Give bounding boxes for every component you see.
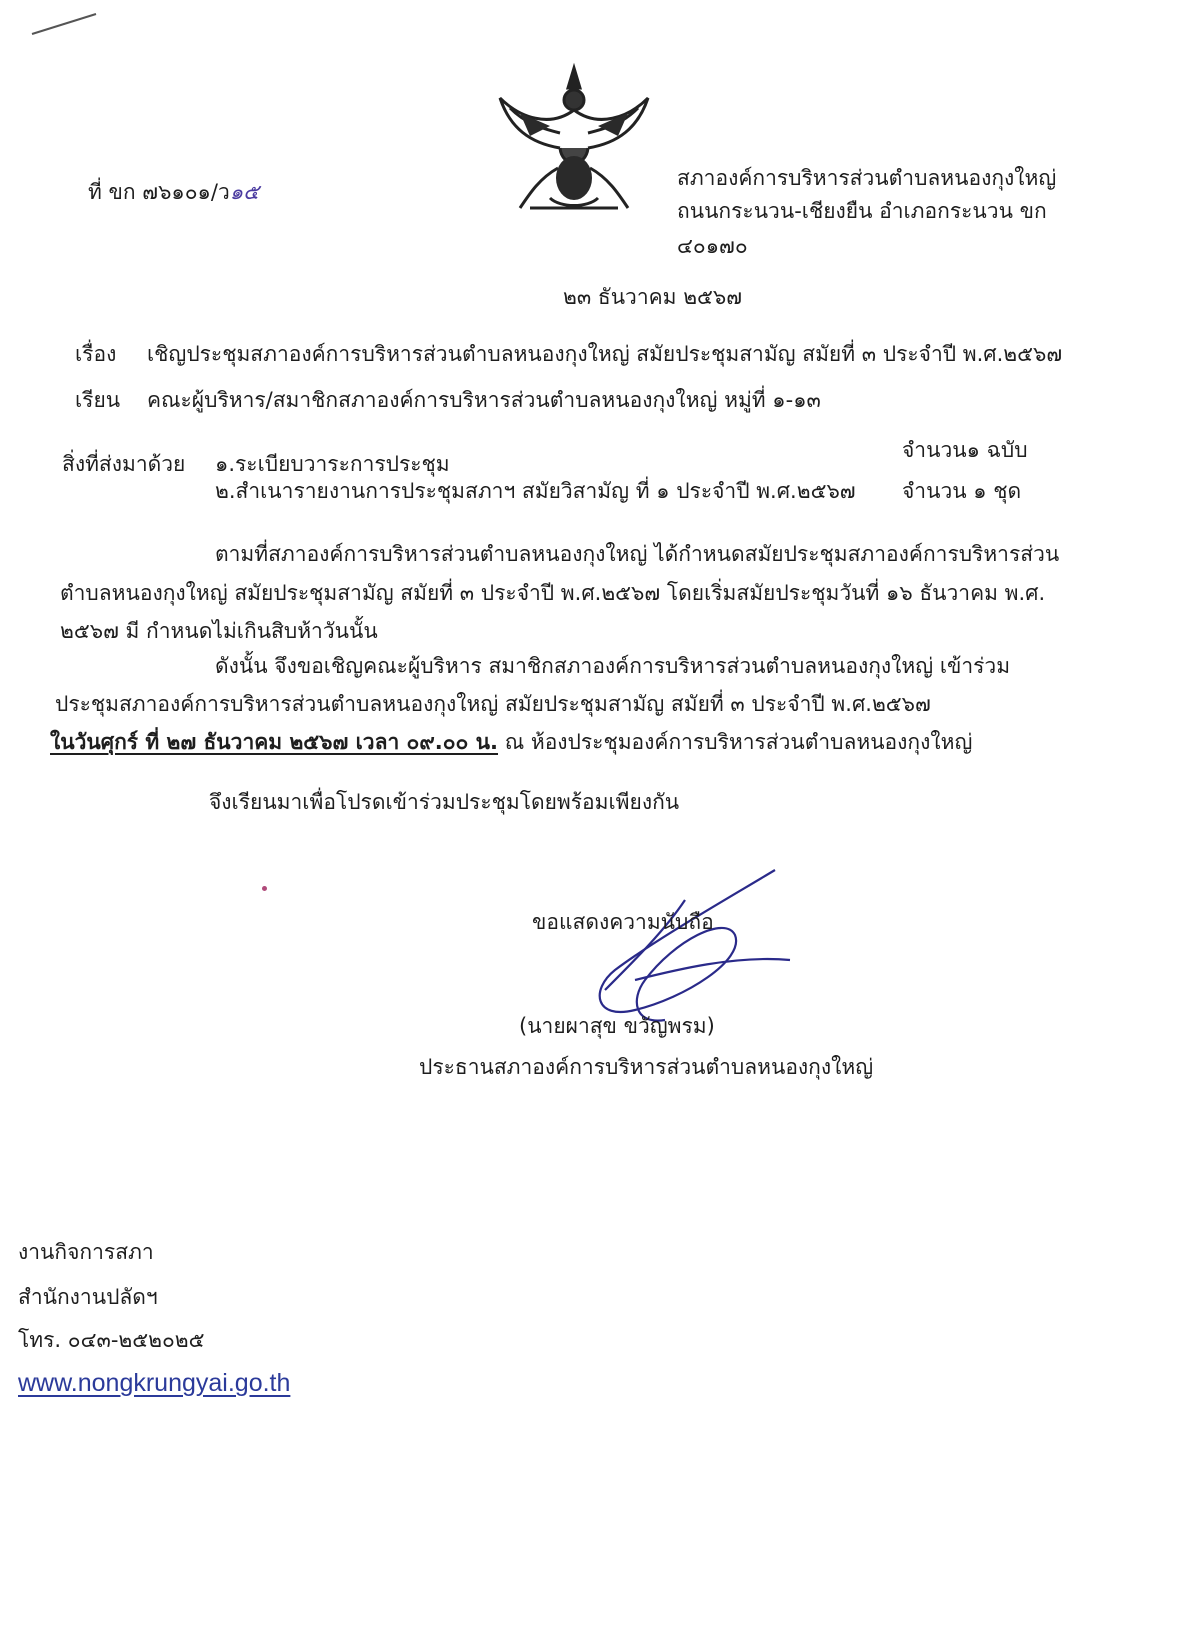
- letter-date: ๒๓ ธันวาคม ๒๕๖๗: [563, 285, 743, 309]
- subject-label: เรื่อง: [75, 342, 117, 366]
- body-para1-line1: ตามที่สภาองค์การบริหารส่วนตำบลหนองกุงใหญ่ ได้กำหนดสมัยประชุมสภาองค์การบริหารส่วน: [215, 542, 1060, 566]
- recipient-text: คณะผู้บริหาร/สมาชิกสภาองค์การบริหารส่วนตำบลหนองกุงใหญ่ หมู่ที่ ๑-๑๓: [147, 388, 821, 412]
- meeting-datetime: ในวันศุกร์ ที่ ๒๗ ธันวาคม ๒๕๖๗ เวลา ๐๙.๐๐ น.: [50, 730, 499, 754]
- enclosure-qty-2: จำนวน ๑ ชุด: [902, 479, 1022, 503]
- reference-number: [88, 178, 259, 206]
- pen-stroke-mark: [30, 8, 100, 38]
- enclosure-item-1: ๑.ระเบียบวาระการประชุม: [215, 452, 450, 476]
- org-name: สภาองค์การบริหารส่วนตำบลหนองกุงใหญ่: [677, 166, 1057, 190]
- signature-closing: ขอแสดงความนับถือ: [532, 910, 714, 934]
- body-para1-line3: ๒๕๖๗ มี กำหนดไม่เกินสิบห้าวันนั้น: [60, 619, 378, 643]
- org-postcode: ๔๐๑๗๐: [677, 234, 748, 258]
- signatory-name: (นายผาสุข ขวัญพรม): [519, 1014, 715, 1038]
- enclosure-item-2: ๒.สำเนารายงานการประชุมสภาฯ สมัยวิสามัญ ที่ ๑ ประจำปี พ.ศ.๒๕๖๗: [215, 479, 856, 503]
- subject-text: เชิญประชุมสภาองค์การบริหารส่วนตำบลหนองกุงใหญ่ สมัยประชุมสามัญ สมัยที่ ๓ ประจำปี พ.ศ.๒๕๖๗: [147, 342, 1063, 366]
- body-para2-line3: [50, 728, 972, 756]
- reference-label: ที่: [88, 180, 102, 204]
- closing-request: จึงเรียนมาเพื่อโปรดเข้าร่วมประชุมโดยพร้อมเพียงกัน: [209, 790, 680, 814]
- body-para2-line1: ดังนั้น จึงขอเชิญคณะผู้บริหาร สมาชิกสภาองค์การบริหารส่วนตำบลหนองกุงใหญ่ เข้าร่วม: [215, 654, 1011, 678]
- footer-website-link[interactable]: www.nongkrungyai.go.th: [18, 1369, 291, 1397]
- reference-code: ขก ๗๖๑๐๑/ว: [108, 180, 230, 204]
- footer-department: งานกิจการสภา: [18, 1240, 154, 1264]
- signatory-position: ประธานสภาองค์การบริหารส่วนตำบลหนองกุงใหญ่: [419, 1055, 874, 1079]
- enclosure-label: สิ่งที่ส่งมาด้วย: [62, 452, 186, 476]
- footer-phone: โทร. ๐๔๓-๒๕๒๐๒๕: [18, 1328, 205, 1352]
- ink-dot: [262, 886, 267, 891]
- recipient-label: เรียน: [75, 388, 121, 412]
- body-para1-line2: ตำบลหนองกุงใหญ่ สมัยประชุมสามัญ สมัยที่ ๓ ประจำปี พ.ศ.๒๕๖๗ โดยเริ่มสมัยประชุมวันที่ ๑๖ ธันวาคม พ.ศ.: [60, 581, 1046, 605]
- footer-office: สำนักงานปลัดฯ: [18, 1285, 158, 1309]
- reference-handwritten-number: ๑๕: [229, 180, 259, 204]
- garuda-emblem: [490, 58, 658, 223]
- meeting-location: ณ ห้องประชุมองค์การบริหารส่วนตำบลหนองกุงใหญ่: [498, 730, 973, 754]
- enclosure-qty-1: จำนวน๑ ฉบับ: [902, 438, 1028, 462]
- org-address: ถนนกระนวน-เชียงยืน อำเภอกระนวน ขก: [677, 199, 1047, 223]
- body-para2-line2: ประชุมสภาองค์การบริหารส่วนตำบลหนองกุงใหญ่ สมัยประชุมสามัญ สมัยที่ ๓ ประจำปี พ.ศ.๒๕๖๗: [55, 692, 931, 716]
